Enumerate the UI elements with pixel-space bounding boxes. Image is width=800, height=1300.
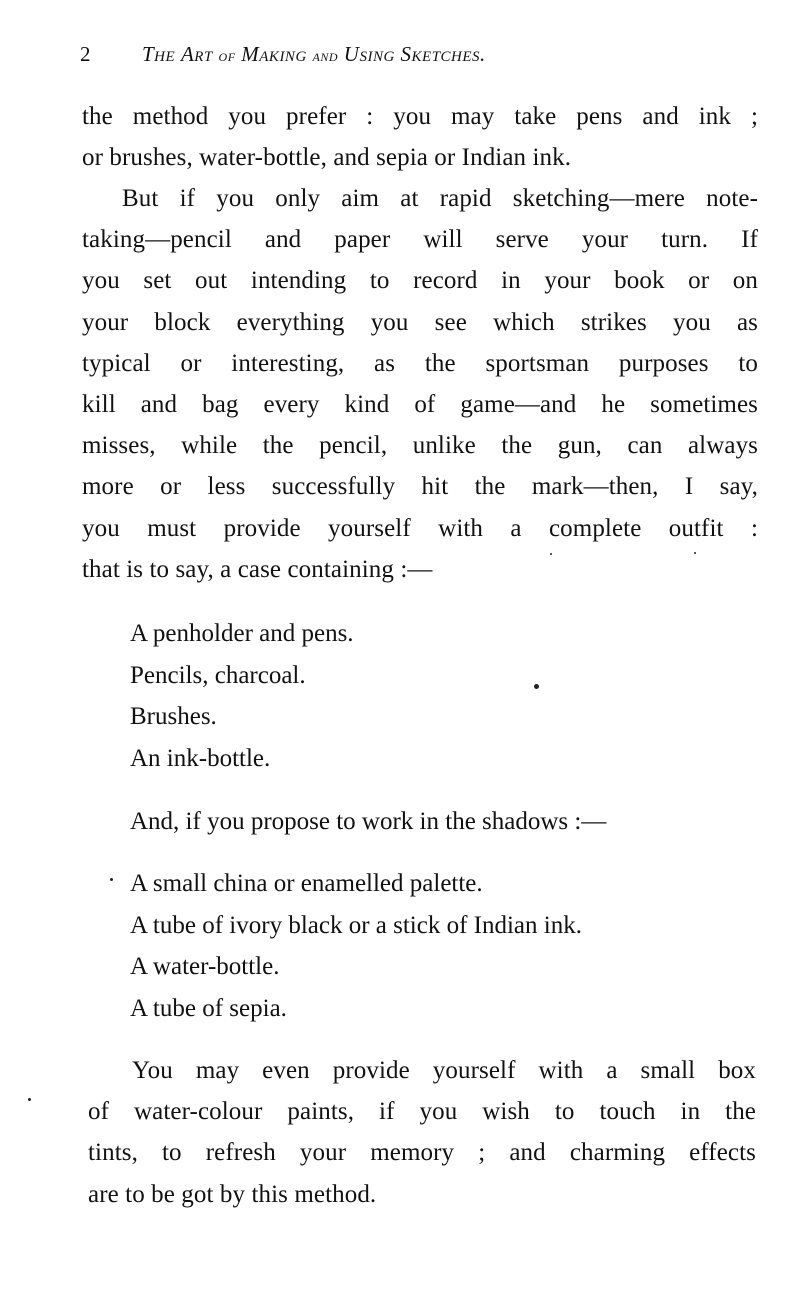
running-title-word: Making <box>241 42 307 66</box>
shadows-list <box>130 863 750 1029</box>
print-speck <box>694 552 696 554</box>
text-line: that is to say, a case containing :— <box>82 555 433 583</box>
running-title-word: Art <box>180 42 213 66</box>
running-title-word: of <box>218 46 236 65</box>
list-item: A tube of ivory black or a stick of Indian ink. <box>130 911 582 939</box>
text-line: are to be got by this method. <box>88 1180 377 1208</box>
list-item: Pencils, charcoal. <box>130 661 306 689</box>
running-title-word: Using <box>343 42 395 66</box>
text-line: But if you only aim at rapid sketching—mere note- <box>122 185 758 212</box>
list-item: A small china or enamelled palette. <box>130 870 483 897</box>
closing-paragraph <box>88 1050 756 1215</box>
text-line: of water-colour paints, if you wish to touch in the <box>88 1098 756 1126</box>
main-paragraph <box>82 178 758 590</box>
print-speck <box>550 553 552 555</box>
running-head <box>80 42 720 76</box>
list-item: Brushes. <box>130 703 217 730</box>
text-line: the method you prefer : you may take pens and ink ; <box>82 103 758 130</box>
opening-paragraph <box>82 96 758 178</box>
list-item: A penholder and pens. <box>130 620 354 647</box>
text-line: tints, to refresh your memory ; and charming effects <box>88 1139 756 1167</box>
text-line: more or less successfully hit the mark—then, I say, <box>82 473 758 501</box>
text-line: taking—pencil and paper will serve your turn. If <box>82 226 758 254</box>
running-title-word: Sketches. <box>400 42 486 66</box>
running-title-word: The <box>142 42 176 66</box>
list-item: An ink-bottle. <box>130 744 271 772</box>
print-speck <box>110 878 113 881</box>
list-item: A water-bottle. <box>130 953 280 980</box>
running-title <box>142 42 486 67</box>
list-item: A tube of sepia. <box>130 994 287 1022</box>
outfit-list <box>130 613 750 779</box>
text-line: You may even provide yourself with a small box <box>132 1057 756 1084</box>
text-line: you set out intending to record in your book or on <box>82 267 758 295</box>
text-line: typical or interesting, as the sportsman purposes to <box>82 349 758 377</box>
text-line: or brushes, water-bottle, and sepia or Indian ink. <box>82 144 572 172</box>
text-line: misses, while the pencil, unlike the gun, can always <box>82 432 758 460</box>
page-number: 2 <box>80 42 91 66</box>
print-speck <box>534 684 539 689</box>
running-title-word: and <box>312 46 339 65</box>
text-line: your block everything you see which strikes you as <box>82 308 758 336</box>
text-line: you must provide yourself with a complete outfit : <box>82 514 758 542</box>
shadows-intro: And, if you propose to work in the shadows :— <box>130 808 607 835</box>
print-speck <box>28 1098 31 1101</box>
text-line: kill and bag every kind of game—and he sometimes <box>82 391 758 419</box>
